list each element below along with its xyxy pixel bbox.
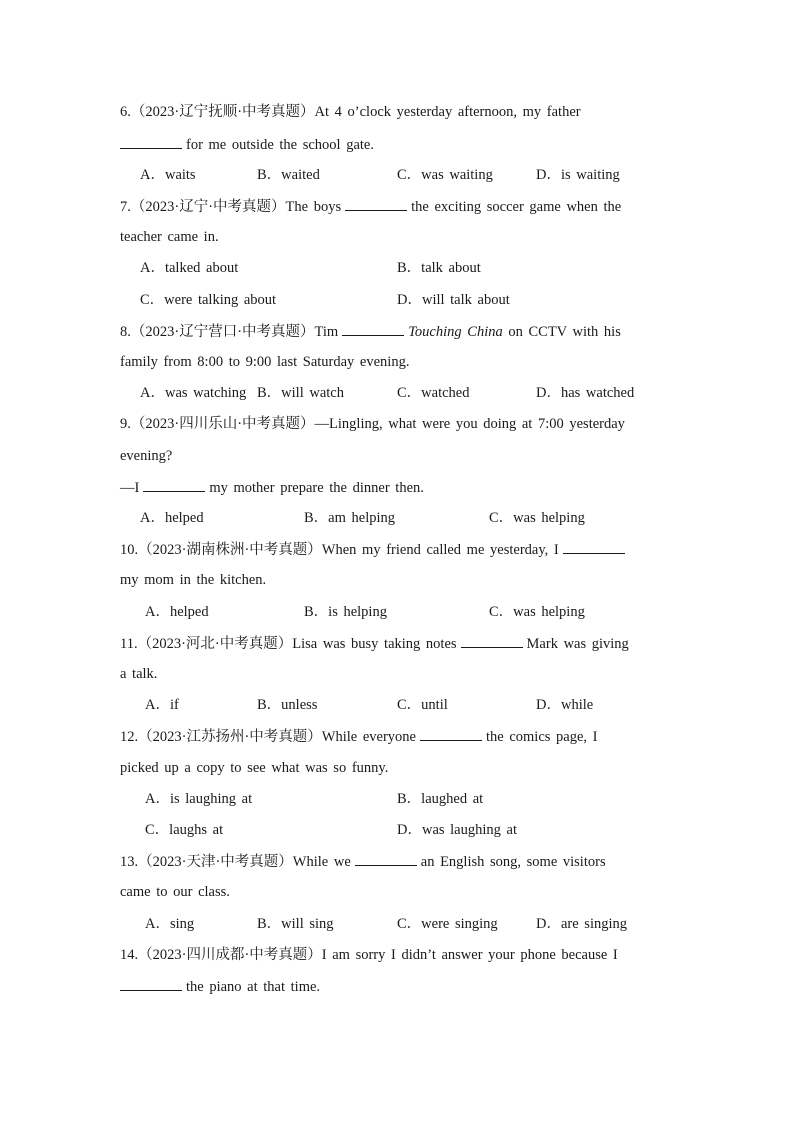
- option-b[interactable]: B．laughed at: [397, 791, 484, 807]
- question-number: 12.: [120, 729, 139, 745]
- option-b[interactable]: B．is helping: [304, 604, 387, 620]
- option-b[interactable]: B．am helping: [304, 510, 396, 526]
- option-b[interactable]: B．waited: [257, 167, 320, 183]
- option-b[interactable]: B．will watch: [257, 385, 344, 401]
- option-b[interactable]: B．talk about: [397, 260, 481, 276]
- question-text: I am sorry I didn’t answer your phone because I: [321, 947, 618, 963]
- answer-blank[interactable]: [143, 478, 205, 492]
- option-c[interactable]: C．laughs at: [145, 822, 224, 838]
- answer-blank[interactable]: [345, 197, 407, 211]
- option-a[interactable]: A．if: [145, 697, 179, 713]
- question-7-line-2: teacher came in.: [120, 229, 219, 245]
- answer-blank[interactable]: [355, 852, 417, 866]
- option-a[interactable]: A．sing: [145, 916, 195, 932]
- question-source: （2023·辽宁抚顺·中考真题）: [130, 104, 315, 120]
- question-text: the piano at that time.: [186, 979, 321, 995]
- question-number: 10.: [120, 542, 139, 558]
- option-c[interactable]: C．were talking about: [140, 292, 277, 308]
- option-a[interactable]: A．helped: [145, 604, 209, 620]
- option-c[interactable]: C．was waiting: [397, 167, 493, 183]
- option-b[interactable]: B．unless: [257, 697, 318, 713]
- question-source: （2023·辽宁·中考真题）: [130, 199, 286, 215]
- option-c[interactable]: C．until: [397, 697, 448, 713]
- question-text: The boys: [285, 199, 342, 215]
- option-c[interactable]: C．was helping: [489, 510, 585, 526]
- option-a[interactable]: A．was watching: [140, 385, 247, 401]
- question-10-line-2: my mom in the kitchen.: [120, 572, 267, 588]
- question-source: （2023·湖南株洲·中考真题）: [138, 542, 322, 558]
- answer-blank[interactable]: [563, 540, 625, 554]
- question-number: 13.: [120, 854, 139, 870]
- question-9-line-2: evening?: [120, 448, 173, 464]
- option-c[interactable]: C．were singing: [397, 916, 498, 932]
- question-source: （2023·四川乐山·中考真题）: [130, 416, 315, 432]
- question-source: （2023·四川成都·中考真题）: [138, 947, 322, 963]
- question-source: （2023·天津·中考真题）: [138, 854, 293, 870]
- program-title: Touching China: [408, 324, 503, 340]
- answer-blank[interactable]: [342, 322, 404, 336]
- question-number: 11.: [120, 636, 138, 652]
- question-14-line-1: [120, 946, 618, 964]
- answer-blank[interactable]: [120, 977, 182, 991]
- question-12-line-2: picked up a copy to see what was so funny.: [120, 760, 389, 776]
- option-a[interactable]: A．talked about: [140, 260, 239, 276]
- option-d[interactable]: D．was laughing at: [397, 822, 517, 838]
- question-source: （2023·江苏扬州·中考真题）: [138, 729, 322, 745]
- question-text: an English song, some visitors: [420, 854, 606, 870]
- question-text: —I: [120, 480, 140, 496]
- answer-blank[interactable]: [120, 135, 182, 149]
- question-text: While everyone: [321, 729, 416, 745]
- question-text: the comics page, I: [486, 729, 598, 745]
- question-text: While we: [292, 854, 351, 870]
- option-d[interactable]: D．are singing: [536, 916, 627, 932]
- question-source: （2023·辽宁营口·中考真题）: [130, 324, 315, 340]
- question-text: my mother prepare the dinner then.: [209, 480, 424, 496]
- question-number: 9.: [120, 416, 131, 432]
- question-number: 6.: [120, 104, 131, 120]
- option-d[interactable]: D．while: [536, 697, 594, 713]
- question-8-line-1: [120, 322, 621, 341]
- option-d[interactable]: D．has watched: [536, 385, 635, 401]
- question-source: （2023·河北·中考真题）: [137, 636, 293, 652]
- question-6-line-2: [120, 135, 374, 154]
- answer-blank[interactable]: [461, 634, 523, 648]
- question-12-line-1: [120, 727, 598, 746]
- option-c[interactable]: C．was helping: [489, 604, 585, 620]
- question-14-line-2: [120, 977, 320, 996]
- option-b[interactable]: B．will sing: [257, 916, 334, 932]
- question-text: Tim: [314, 324, 339, 340]
- question-text: on CCTV with his: [508, 324, 621, 340]
- question-11-line-1: [120, 634, 629, 653]
- question-number: 14.: [120, 947, 139, 963]
- option-c[interactable]: C．watched: [397, 385, 470, 401]
- option-d[interactable]: D．will talk about: [397, 292, 510, 308]
- question-text: Lisa was busy taking notes: [292, 636, 457, 652]
- question-text: for me outside the school gate.: [186, 137, 374, 153]
- question-13-line-1: [120, 852, 606, 871]
- question-9-line-1: [120, 415, 625, 433]
- option-a[interactable]: A．is laughing at: [145, 791, 253, 807]
- question-10-line-1: [120, 540, 629, 559]
- question-13-line-2: came to our class.: [120, 884, 230, 900]
- question-text: —Lingling, what were you doing at 7:00 yesterday: [314, 416, 625, 432]
- option-a[interactable]: A．helped: [140, 510, 204, 526]
- question-text: Mark was giving: [526, 636, 629, 652]
- question-text: the exciting soccer game when the: [411, 199, 622, 215]
- question-number: 8.: [120, 324, 131, 340]
- question-11-line-2: a talk.: [120, 666, 158, 682]
- option-a[interactable]: A．waits: [140, 167, 196, 183]
- question-number: 7.: [120, 199, 131, 215]
- question-7-line-1: [120, 197, 621, 216]
- question-text: At 4 o’clock yesterday afternoon, my father: [314, 104, 581, 120]
- question-8-line-2: family from 8:00 to 9:00 last Saturday evening.: [120, 354, 410, 370]
- answer-blank[interactable]: [420, 727, 482, 741]
- option-d[interactable]: D．is waiting: [536, 167, 620, 183]
- question-text: When my friend called me yesterday, I: [321, 542, 559, 558]
- question-9-line-3: [120, 478, 424, 497]
- question-6-line-1: [120, 103, 581, 121]
